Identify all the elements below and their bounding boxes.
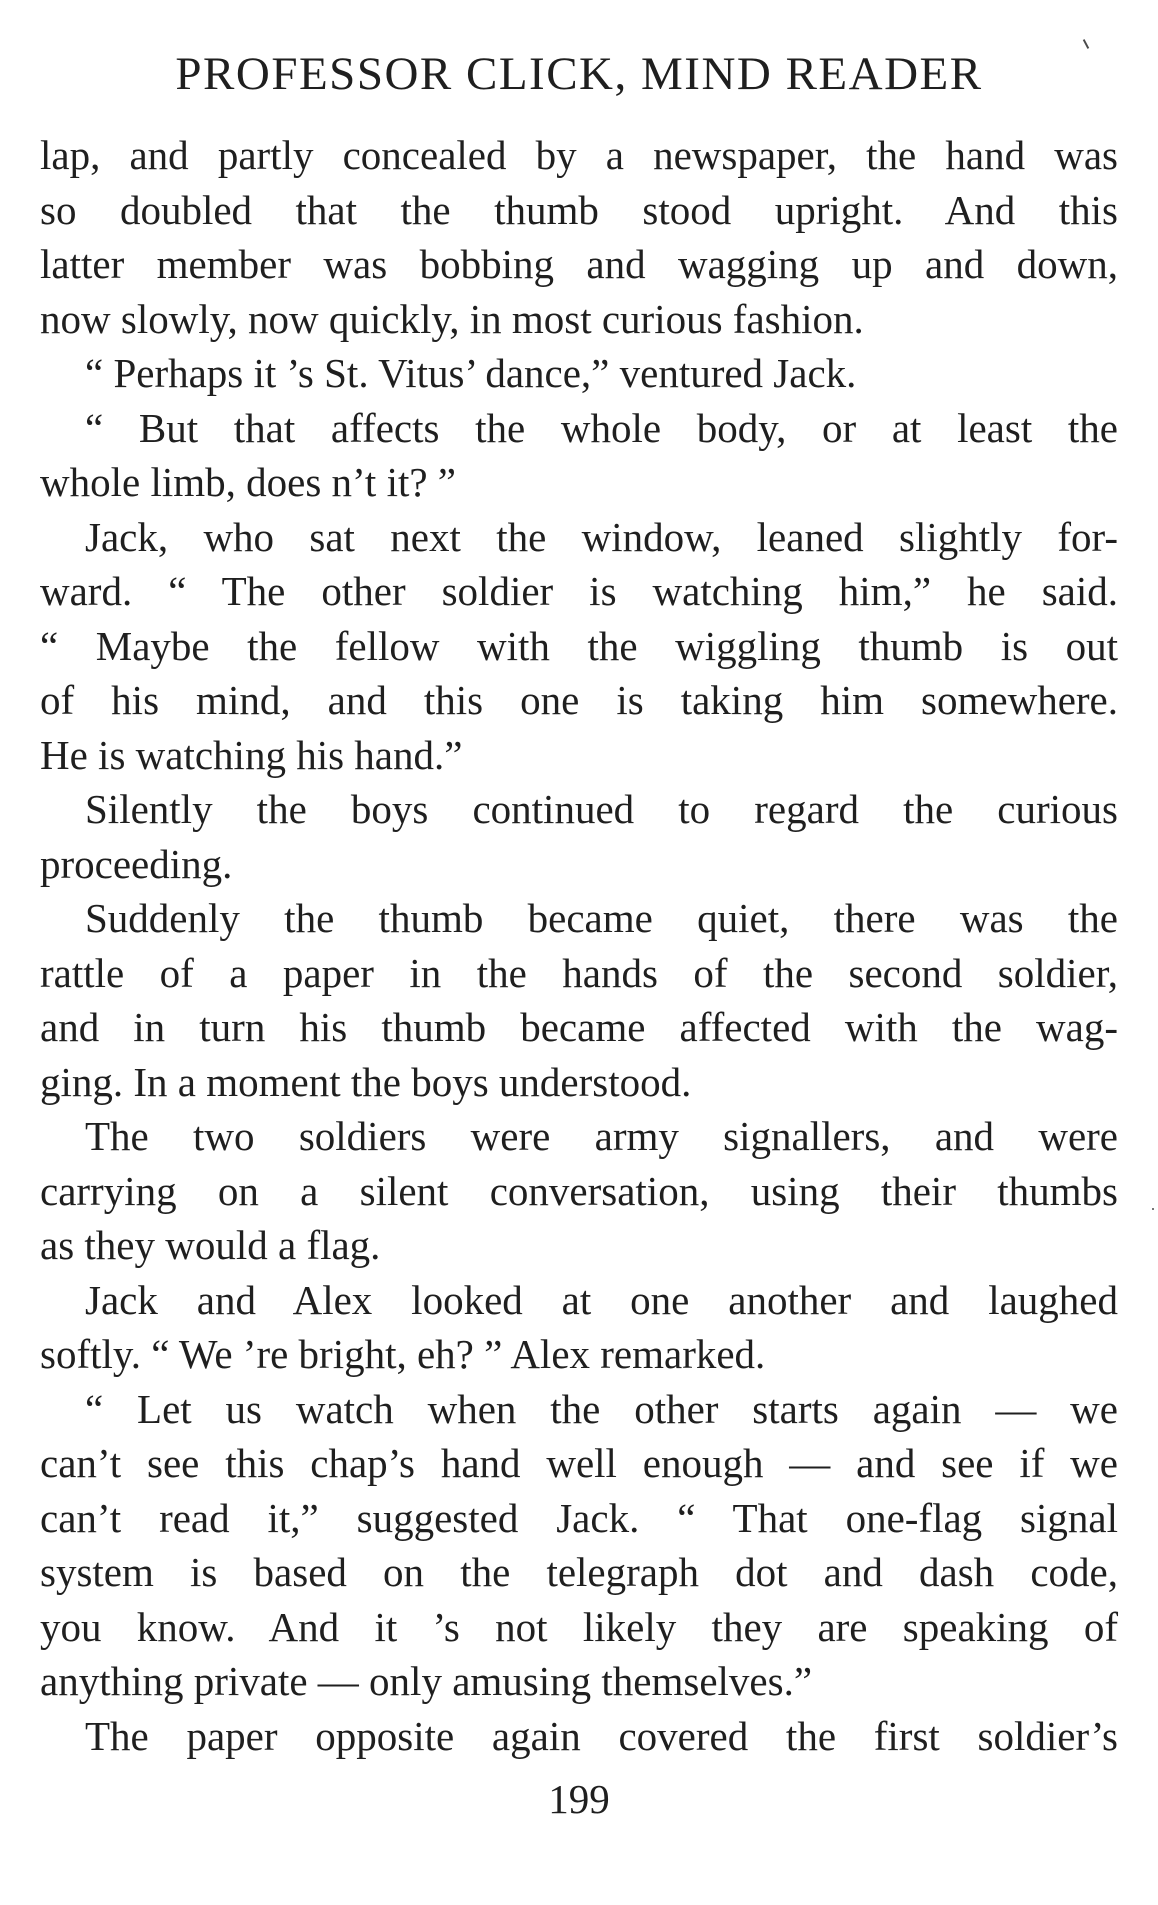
text-line: softly. “ We ’re bright, eh? ” Alex remarked.	[40, 1331, 766, 1377]
text-line: ging. In a moment the boys understood.	[40, 1058, 692, 1105]
text-line: latter member was bobbing and wagging up and down,	[40, 241, 1118, 287]
text-line: “ Perhaps it ’s St. Vitus’ dance,” ventured Jack.	[85, 350, 857, 396]
text-line: Jack and Alex looked at one another and laughed	[85, 1276, 1118, 1323]
text-line: Jack, who sat next the window, leaned slightly for-	[85, 513, 1118, 560]
text-line: anything private — only amusing themselves.”	[40, 1658, 813, 1704]
text-line: of his mind, and this one is taking him somewhere.	[40, 677, 1118, 723]
text-line: Suddenly the thumb became quiet, there was the	[85, 895, 1118, 941]
running-head: PROFESSOR CLICK, MIND READER	[175, 48, 983, 100]
print-speck	[1152, 1208, 1154, 1210]
text-line: carrying on a silent conversation, using their thumbs	[40, 1167, 1118, 1214]
text-line: Silently the boys continued to regard the curious	[85, 786, 1118, 832]
text-line: The two soldiers were army signallers, and were	[85, 1113, 1118, 1159]
text-line: so doubled that the thumb stood upright. And this	[40, 186, 1118, 233]
text-line: system is based on the telegraph dot and dash code,	[40, 1549, 1118, 1595]
body-text	[40, 128, 1118, 1763]
text-line: ward. “ The other soldier is watching him,” he said.	[40, 568, 1118, 614]
text-line: lap, and partly concealed by a newspaper, the hand was	[40, 132, 1118, 178]
text-line: as they would a flag.	[40, 1222, 381, 1268]
text-line: you know. And it ’s not likely they are speaking of	[40, 1603, 1118, 1650]
text-line: “ But that affects the whole body, or at least the	[85, 404, 1118, 451]
text-line: The paper opposite again covered the first soldier’s	[85, 1712, 1118, 1759]
text-line: He is watching his hand.”	[40, 731, 463, 778]
text-line: proceeding.	[40, 840, 233, 887]
page-number: 199	[548, 1776, 610, 1822]
text-line: “ Let us watch when the other starts again — we	[85, 1385, 1118, 1432]
text-line: “ Maybe the fellow with the wiggling thumb is out	[40, 622, 1118, 669]
text-line: rattle of a paper in the hands of the second soldier,	[40, 949, 1118, 996]
text-line: now slowly, now quickly, in most curious fashion.	[40, 295, 864, 342]
text-line: can’t see this chap’s hand well enough — and see if we	[40, 1440, 1118, 1486]
text-line: and in turn his thumb became affected with the wag-	[40, 1004, 1118, 1050]
text-line: whole limb, does n’t it? ”	[40, 459, 457, 505]
text-line: can’t read it,” suggested Jack. “ That one-flag signal	[40, 1494, 1118, 1541]
